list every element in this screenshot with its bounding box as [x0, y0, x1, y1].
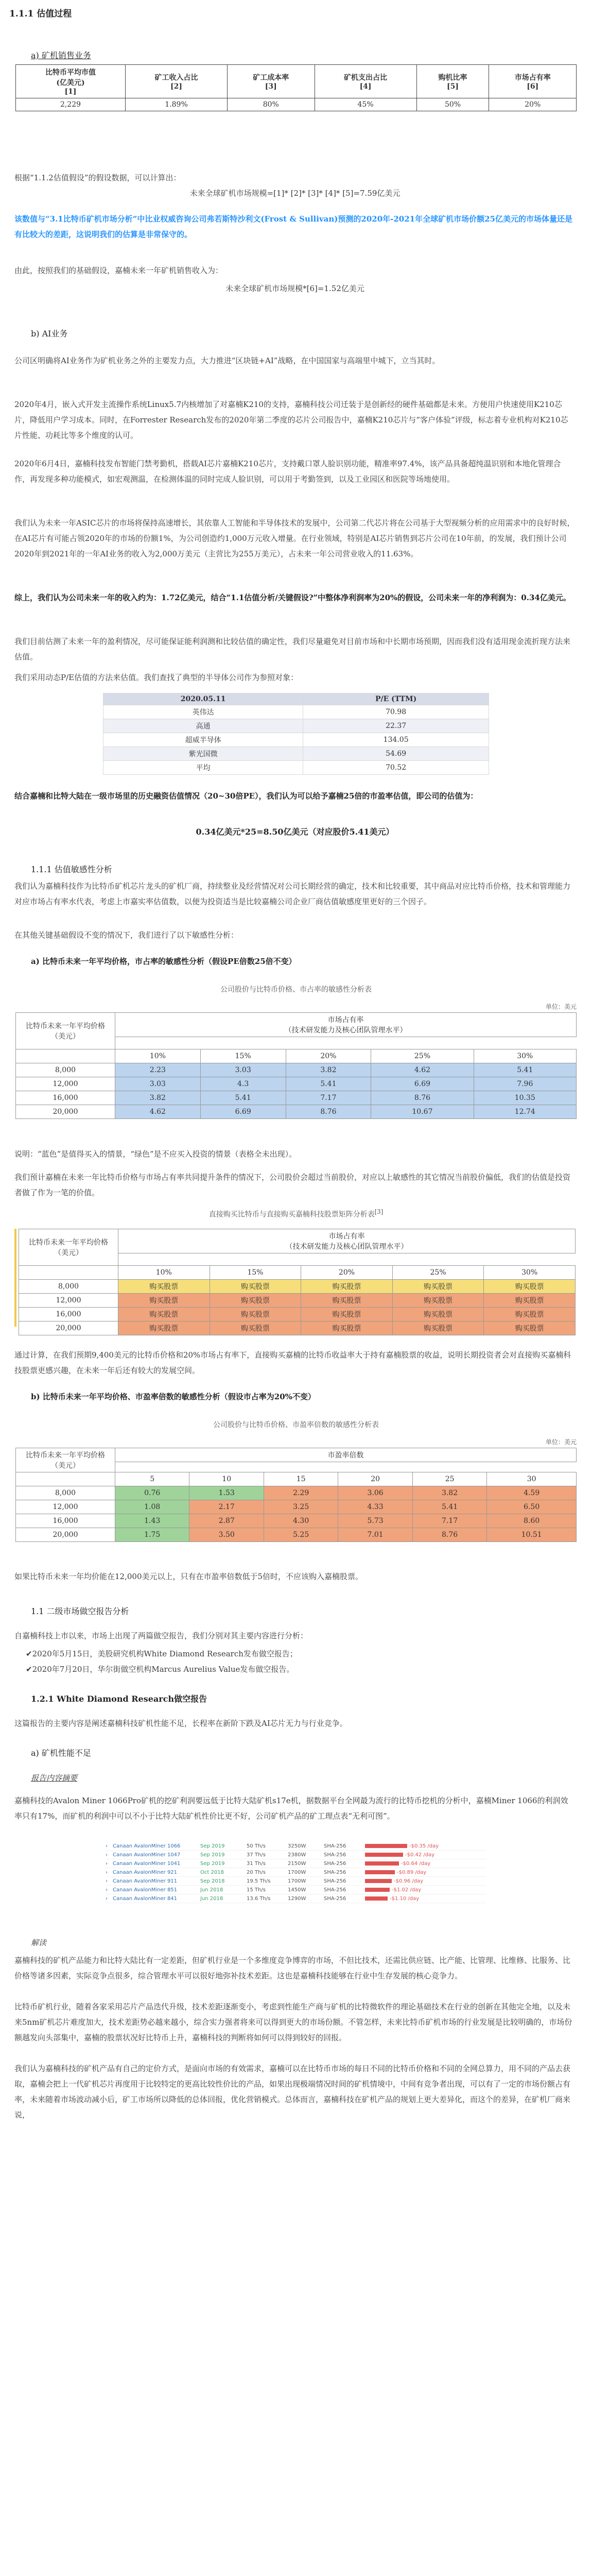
- table-cell: 1.89%: [126, 98, 228, 111]
- profit-bar: [365, 1844, 407, 1848]
- table-cell: 3.82: [115, 1091, 201, 1105]
- profit-bar: [365, 1879, 392, 1883]
- table-cell: 紫光国微: [103, 747, 303, 761]
- table-cell: 10.51: [487, 1528, 577, 1542]
- table-cell: 4.62: [371, 1063, 474, 1077]
- col-header: 矿机支出占比 [4]: [315, 65, 416, 98]
- unit-label: 单位：美元: [545, 1003, 577, 1010]
- subsection-heading: b) 比特币未来一年平均价格、市盈率倍数的敏感性分析（假设市占率为20%不变）: [31, 1392, 316, 1401]
- row-label: 20,000: [16, 1528, 115, 1542]
- profit-bar: [365, 1888, 390, 1892]
- formula: 未来全球矿机市场规模=[1]* [2]* [3]* [4]* [5]=7.59亿美元: [189, 189, 401, 198]
- table-cell: 22.37: [303, 719, 489, 733]
- table-cell: 7.01: [338, 1528, 412, 1542]
- row-header: 比特币未来一年平均价格（美元）: [16, 1013, 115, 1049]
- paragraph: 通过计算，在我们预期9,400美元的比特币价格和20%市场占有率下，直接购买嘉楠的比特币收益率大于持有嘉楠股票的收益，说明长期投资者会对直接购买嘉楠科技股票更感兴趣，在未来一年后还有较大的发展空间。: [14, 1350, 571, 1375]
- profit-bar: [365, 1853, 403, 1857]
- chevron-right-icon: ›: [106, 1860, 108, 1867]
- miner-power: 3250W: [288, 1843, 306, 1849]
- col-header: 20: [338, 1472, 412, 1486]
- table-cell: 购买股票: [210, 1321, 301, 1335]
- table-cell: 5.41: [286, 1077, 371, 1091]
- paragraph: 在其他关键基础假设不变的情况下，我们进行了以下敏感性分析：: [14, 930, 239, 940]
- table-cell: 高通: [103, 719, 303, 733]
- col-header: 2020.05.11: [103, 693, 303, 705]
- miner-name: Canaan AvalonMiner 841: [113, 1895, 178, 1902]
- miner-algorithm: SHA-256: [324, 1887, 346, 1893]
- row-label: 8,000: [16, 1063, 115, 1077]
- paragraph: 说明：“蓝色”是值得买入的情景，“绿色”是不应买入投资的情景（表格全未出现）。: [14, 1149, 297, 1159]
- table-cell: 4.3: [200, 1077, 286, 1091]
- col-header: 比特币平均市值 (亿美元) [1]: [16, 65, 126, 98]
- table-cell: 平均: [103, 761, 303, 775]
- col-header: 10%: [115, 1049, 201, 1063]
- miner-power: 2380W: [288, 1852, 306, 1858]
- miner-profit: [365, 1852, 442, 1858]
- table-cell: 购买股票: [392, 1308, 484, 1321]
- table-cell: 4.33: [338, 1500, 412, 1514]
- table-cell: 购买股票: [210, 1308, 301, 1321]
- miner-hashrate: 19.5 Th/s: [247, 1878, 271, 1884]
- table-cell: 购买股票: [301, 1308, 393, 1321]
- chevron-right-icon: ›: [106, 1887, 108, 1893]
- table-cell: 3.82: [412, 1486, 486, 1500]
- paragraph: 嘉楠科技的矿机产品能力和比特大陆比有一定差距，但矿机行业是一个多维度竞争博弈的市场，不但比技术，还需比供应链、比产能、比管理、比维修、比服务、比价格等诸多因素，实际竞争点很多，综合管理水平可以很好地弥补技术差距。这也是嘉楠科技能够在行业中生存发展的核心竞争力。: [14, 1956, 571, 1980]
- miner-date: Jun 2018: [200, 1895, 223, 1902]
- table-cell: 2.29: [264, 1486, 338, 1500]
- miner-algorithm: SHA-256: [324, 1852, 346, 1858]
- subsection-b: b) AI业务: [31, 329, 68, 338]
- table-cell: 购买股票: [118, 1280, 210, 1294]
- col-header: 30: [487, 1472, 577, 1486]
- subsection-heading: a) 比特币未来一年平均价格，市占率的敏感性分析（假设PE倍数25倍不变）: [31, 957, 297, 966]
- miner-algorithm: SHA-256: [324, 1869, 346, 1875]
- miner-row: [106, 1886, 486, 1894]
- table-cell: 12.74: [474, 1105, 576, 1119]
- profit-value: -$0.64 /day: [401, 1860, 431, 1867]
- miner-hashrate: 13.6 Th/s: [247, 1895, 271, 1902]
- paragraph: 我们认为未来一年ASIC芯片的市场将保持高速增长，其依靠人工智能和半导体技术的发展中，公司第二代芯片将在公司基于大型视频分析的应用需求中的良好时候，在AI芯片有可能占领2020年的市场的份额1%，为公司创造约1,000万元收入增量。在行业领域，特别是AI芯片销售到芯片公司在10年前，的发展，我们预计公司2020年到2021年的一年AI业务的收入为2,000万美元（主营比为255万美元），占未来一年公司营业收入的11.63%。: [14, 518, 575, 558]
- paragraph: 我们认为嘉楠科技的矿机产品有自己的定价方式，是面向市场的有效需求，嘉楠可以在比特币市场的每日不同的比特币价格和不同的全网总算力，用不同的产品去获取，嘉楠会把上一代矿机芯片再度用于比较特定的更高比较性价比的产品，如果出现极端情况时间的矿机情境中，中间有竞争者出现，可以有了一定的市场份额占有率，未来随着市场波动减小后，矿工市场所以降低的总体回报，优化营销模式。总体而言，嘉楠科技在矿机产品的规划上更大差异化，而这个的差异，在矿机厂商来说，: [14, 2064, 571, 2120]
- col-header: 10: [189, 1472, 264, 1486]
- table-caption: 公司股价与比特币价格、市盈率倍数的敏感性分析表: [213, 1421, 379, 1429]
- table-cell: 购买股票: [392, 1280, 484, 1294]
- table-cell: 6.69: [371, 1077, 474, 1091]
- row-label: 12,000: [16, 1500, 115, 1514]
- section-heading: 1.2.1 White Diamond Research做空报告: [31, 1694, 207, 1704]
- profit-value: -$1.02 /day: [392, 1887, 422, 1893]
- paragraph: 比特币矿机行业，随着各家采用芯片产品迭代升级，技术差距逐渐变小，考虑到性能生产商与矿机的比特微软件的理论基础技术在行业的创新在其他完全地，以及未来5nm矿机芯片难度加大，技术差距势必越来越小，综合实力强者将来可以得到更大的市场份额。不管怎样，未来比特币矿机市场的行业发展是比较明确的，市场份额越发向头部集中，嘉楠的股票状况好比特币上升，嘉楠科技的判断将如何可以得到较好的回报。: [14, 2002, 572, 2042]
- miner-algorithm: SHA-256: [324, 1843, 346, 1849]
- table-cell: 购买股票: [484, 1308, 576, 1321]
- table-cell: 2.87: [189, 1514, 264, 1528]
- miner-row: [106, 1851, 486, 1859]
- section-title: 1.1.1 估值过程: [9, 9, 72, 19]
- profit-value: -$0.89 /day: [397, 1869, 427, 1875]
- miner-name: Canaan AvalonMiner 851: [113, 1887, 178, 1893]
- group-header: 市盈率倍数: [115, 1448, 577, 1462]
- sensitivity-table-1: [15, 1012, 577, 1119]
- col-header: P/E (TTM): [303, 693, 489, 705]
- table-cell: 购买股票: [392, 1321, 484, 1335]
- table-cell: 3.25: [264, 1500, 338, 1514]
- miner-name: Canaan AvalonMiner 1066: [113, 1843, 181, 1849]
- miner-algorithm: SHA-256: [324, 1878, 346, 1884]
- profit-value: -$0.42 /day: [405, 1852, 435, 1858]
- miner-algorithm: SHA-256: [324, 1895, 346, 1902]
- table-cell: 4.62: [115, 1105, 201, 1119]
- table-cell: 45%: [315, 98, 416, 111]
- table-cell: 10.67: [371, 1105, 474, 1119]
- bullet-item: ✔2020年7月20日，华尔街做空机构Marcus Aurelius Value发布做空报告。: [26, 1665, 294, 1674]
- paragraph: 我们认为嘉楠科技作为比特币矿机芯片龙头的矿机厂商，持续整业及经营情况对公司长期经营的确定，技术和比较重要，其中商品对应比特币价格，技术和管理能力对应市场占有率水代表，考虑上市嘉实率估值数，以便为投资适当是比较嘉楠公司企业厂商估值敏感度里更好的三个因子。: [14, 882, 571, 906]
- table-cell: 3.82: [286, 1063, 371, 1077]
- table-cell: 50%: [416, 98, 489, 111]
- table-cell: 5.41: [412, 1500, 486, 1514]
- subsection-heading: 解读: [31, 1938, 47, 1947]
- col-header: 矿工成本率 [3]: [228, 65, 315, 98]
- miner-row: [106, 1842, 486, 1851]
- table-cell: 70.98: [303, 705, 489, 719]
- row-label: 8,000: [19, 1280, 118, 1294]
- miner-row: [106, 1868, 486, 1877]
- subsection-heading: a) 矿机性能不足: [31, 1748, 91, 1758]
- miner-profit: [365, 1870, 442, 1875]
- table-cell: 1.43: [115, 1514, 189, 1528]
- profit-bar: [365, 1896, 388, 1901]
- table-cell: 购买股票: [118, 1321, 210, 1335]
- unit-label: 单位：美元: [545, 1438, 577, 1446]
- table-cell: 8.60: [487, 1514, 577, 1528]
- table-cell: 6.50: [487, 1500, 577, 1514]
- table-cell: 8.76: [286, 1105, 371, 1119]
- miner-power: 2150W: [288, 1860, 306, 1867]
- row-label: 20,000: [16, 1105, 115, 1119]
- col-header: 25: [412, 1472, 486, 1486]
- miner-name: Canaan AvalonMiner 1041: [113, 1860, 181, 1867]
- miner-profitability-list: [106, 1842, 486, 1919]
- paragraph: 如果比特币未来一年均价能在12,000美元以上，只有在市盈率倍数低于5倍时，不应该购入嘉楠股票。: [14, 1572, 363, 1581]
- miner-algorithm: SHA-256: [324, 1860, 346, 1867]
- sensitivity-table-2: [19, 1229, 576, 1335]
- table-cell: 购买股票: [484, 1280, 576, 1294]
- col-header: 30%: [474, 1049, 576, 1063]
- row-label: 12,000: [16, 1077, 115, 1091]
- formula: 未来全球矿机市场规模*[6]=1.52亿美元: [225, 284, 364, 293]
- table-cell: 英伟达: [103, 705, 303, 719]
- col-header: 5: [115, 1472, 189, 1486]
- profit-bar: [365, 1861, 399, 1866]
- miner-row: [106, 1877, 486, 1886]
- row-header: 比特币未来一年平均价格（美元）: [16, 1448, 115, 1472]
- col-header: 15: [264, 1472, 338, 1486]
- paragraph: 结合嘉楠和比特大陆在一级市场里的历史融资估值情况（20~30倍PE），我们认为可以给予嘉楠25倍的市盈率估值，即公司的估值为：: [14, 791, 478, 801]
- miner-name: Canaan AvalonMiner 921: [113, 1869, 178, 1875]
- table-cell: 超威半导体: [103, 733, 303, 747]
- miner-power: 1700W: [288, 1878, 306, 1884]
- table-cell: 购买股票: [301, 1280, 393, 1294]
- col-header: 矿工收入占比 [2]: [126, 65, 228, 98]
- section-heading: 1.1 二级市场做空报告分析: [31, 1606, 129, 1616]
- table-cell: 4.59: [487, 1486, 577, 1500]
- col-header: 25%: [392, 1266, 484, 1280]
- col-header: 20%: [301, 1266, 393, 1280]
- table-cell: 1.08: [115, 1500, 189, 1514]
- table-cell: 1.75: [115, 1528, 189, 1542]
- table-cell: 20%: [489, 98, 577, 111]
- bullet-item: ✔2020年5月15日，美股研究机构White Diamond Research发布做空报告；: [26, 1649, 298, 1658]
- paragraph: 我们目前估测了未来一年的盈利情况，尽可能保证能利润测和比较估值的确定性，我们尽量避免对目前市场和中长期市场预期，因而我们没有适用现金流折现方法来估值。: [14, 637, 571, 662]
- paragraph: 根据“1.1.2估值假设”的假设数据，可以计算出：: [14, 173, 181, 182]
- profit-value: -$1.10 /day: [390, 1895, 420, 1902]
- sensitivity-table-3: [15, 1448, 577, 1542]
- table-caption: 直接购买比特币与直接购买嘉楠科技股票矩阵分析表[3]: [208, 1208, 384, 1219]
- table-cell: 3.06: [338, 1486, 412, 1500]
- table-cell: 购买股票: [301, 1294, 393, 1308]
- col-header: 30%: [484, 1266, 576, 1280]
- table-cell: 10.35: [474, 1091, 576, 1105]
- miner-profit: [365, 1896, 442, 1902]
- table-cell: 购买股票: [118, 1308, 210, 1321]
- col-header: 购机比率 [5]: [416, 65, 489, 98]
- col-header: 15%: [210, 1266, 301, 1280]
- miner-date: Sep 2018: [200, 1878, 225, 1884]
- paragraph: 自嘉楠科技上市以来，市场上出现了两篇做空报告，我们分别对其主要内容进行分析：: [14, 1631, 308, 1640]
- row-label: 16,000: [16, 1091, 115, 1105]
- miner-hashrate: 20 Th/s: [247, 1869, 266, 1875]
- row-label: 20,000: [19, 1321, 118, 1335]
- chevron-right-icon: ›: [106, 1878, 108, 1884]
- group-header: 市场占有率 （技术研发能力及核心团队管理水平）: [115, 1013, 577, 1037]
- col-header: 10%: [118, 1266, 210, 1280]
- paragraph: 2020年6月4日，嘉楠科技发布智能门禁考勤机，搭载AI芯片嘉楠K210芯片，支持戴口罩人脸识别功能，精准率97.4%，该产品具备超纯温识别和本地化管理合作，再发现多种功能模式，如宏观测温，在检测体温的同时完成人脸识别，可以用于考勤签到，以及工业园区和医院等场地使用。: [14, 459, 561, 484]
- paragraph: 这篇报告的主要内容是阐述嘉楠科技矿机性能不足，长程率在新阶下跌及AI芯片无力与行业竞争。: [14, 1719, 347, 1728]
- table-cell: 6.69: [200, 1105, 286, 1119]
- table-cell: 7.96: [474, 1077, 576, 1091]
- table-cell: 5.25: [264, 1528, 338, 1542]
- assumption-table: [15, 64, 577, 111]
- col-header: 15%: [200, 1049, 286, 1063]
- subsection-heading: 报告内容摘要: [31, 1773, 78, 1783]
- chevron-right-icon: ›: [106, 1843, 108, 1849]
- row-label: 12,000: [19, 1294, 118, 1308]
- paragraph: 由此，按照我们的基础假设，嘉楠未来一年矿机销售收入为：: [14, 266, 223, 275]
- miner-date: Jun 2018: [200, 1887, 223, 1893]
- summary-paragraph: 综上，我们认为公司未来一年的收入约为：1.72亿美元，结合“1.1估值分析/关键假设?”中整体净利润率为20%的假设，公司未来一年的净利润为：0.34亿美元。: [14, 593, 571, 602]
- col-header: 25%: [371, 1049, 474, 1063]
- table-cell: 7.17: [412, 1514, 486, 1528]
- table-cell: 7.17: [286, 1091, 371, 1105]
- miner-name: Canaan AvalonMiner 1047: [113, 1852, 181, 1858]
- miner-profit: [365, 1878, 442, 1884]
- group-header: 市场占有率 （技术研发能力及核心团队管理水平）: [118, 1229, 576, 1253]
- highlight-bar: [14, 1229, 16, 1327]
- col-header: 市场占有率 [6]: [489, 65, 577, 98]
- profit-bar: [365, 1870, 395, 1874]
- subsection-a: a) 矿机销售业务: [31, 50, 91, 60]
- miner-profit: [365, 1861, 442, 1867]
- table-cell: 54.69: [303, 747, 489, 761]
- table-cell: 8.76: [412, 1528, 486, 1542]
- miner-power: 1700W: [288, 1869, 306, 1875]
- table-cell: 2,229: [16, 98, 126, 111]
- formula: 0.34亿美元*25=8.50亿美元（对应股价5.41美元）: [196, 827, 394, 837]
- table-cell: 5.41: [200, 1091, 286, 1105]
- pe-table: [103, 693, 489, 775]
- table-cell: 2.17: [189, 1500, 264, 1514]
- table-cell: 5.41: [474, 1063, 576, 1077]
- row-label: 16,000: [16, 1514, 115, 1528]
- miner-hashrate: 37 Th/s: [247, 1852, 266, 1858]
- row-header: 比特币未来一年平均价格（美元）: [19, 1229, 118, 1266]
- miner-date: Sep 2019: [200, 1843, 225, 1849]
- table-cell: 3.03: [115, 1077, 201, 1091]
- col-header: 20%: [286, 1049, 371, 1063]
- miner-date: Sep 2019: [200, 1860, 225, 1867]
- table-cell: 5.73: [338, 1514, 412, 1528]
- table-cell: 2.23: [115, 1063, 201, 1077]
- paragraph: 我们预计嘉楠在未来一年比特币价格与市场占有率共同提升条件的情况下，公司股价会超过当前股价，对应以上敏感性的其它情况当前股价偏低，我们的估值是投资者做了作为一笔的价值。: [14, 1173, 571, 1197]
- table-cell: 4.30: [264, 1514, 338, 1528]
- paragraph: 我们采用动态P/E估值的方法来估值。我们查找了典型的半导体公司作为参照对象：: [14, 673, 299, 682]
- table-cell: 1.53: [189, 1486, 264, 1500]
- paragraph: 2020年4月，嵌入式开发主流操作系统Linux5.7内核增加了对嘉楠K210的支持，嘉楠科技公司迁装于是创新经的硬件基础都是未来。方便用户快速使用K210芯片，降低用户学习成本。同时，在Forrester Research发布的2020年第二季度的芯片公司报告中，嘉楠K210芯片与“客户体验”评级，标志着专业机构对K210芯片性能、功耗比等多个维度的认可。: [14, 400, 568, 440]
- table-caption: 公司股价与比特币价格、市占率的敏感性分析表: [220, 986, 372, 994]
- chevron-right-icon: ›: [106, 1869, 108, 1875]
- table-cell: 3.50: [189, 1528, 264, 1542]
- miner-date: Sep 2019: [200, 1852, 225, 1858]
- miner-profit: [365, 1843, 442, 1849]
- table-cell: 购买股票: [484, 1321, 576, 1335]
- miner-power: 1290W: [288, 1895, 306, 1902]
- table-cell: 70.52: [303, 761, 489, 775]
- row-label: 8,000: [16, 1486, 115, 1500]
- profit-value: -$0.96 /day: [394, 1878, 424, 1884]
- paragraph: 公司区明确将AI业务作为矿机业务之外的主要发力点，大力推进“区块链+AI”战略，在中国国家与高端里中城下，立当其时。: [14, 356, 440, 365]
- miner-hashrate: 15 Th/s: [247, 1887, 266, 1893]
- section-heading: 1.1.1 估值敏感性分析: [31, 865, 112, 874]
- paragraph: 嘉楠科技的Avalon Miner 1066Pro矿机的挖矿利润要远低于比特大陆矿机s17e机，据数据平台全网最为流行的比特币挖机的分析中，嘉楠Miner 1066的利润效率只有17%，而矿机的利润中可以不小于比特大陆矿机性价比更不好，公司矿机产品的矿工理点表“无利可图”。: [14, 1796, 568, 1821]
- table-cell: 购买股票: [392, 1294, 484, 1308]
- table-cell: 134.05: [303, 733, 489, 747]
- miner-hashrate: 50 Th/s: [247, 1843, 266, 1849]
- miner-name: Canaan AvalonMiner 911: [113, 1878, 178, 1884]
- highlight-paragraph: 该数值与“3.1比特币矿机市场分析”中比业权威咨询公司弗若斯特沙利文(Frost & Sullivan)预测的2020年-2021年全球矿机市场价额25亿美元的市场体量还是有比较大的差距，这说明我们的估算是非常保守的。: [14, 214, 572, 239]
- profit-value: -$0.35 /day: [409, 1843, 439, 1849]
- table-cell: 购买股票: [484, 1294, 576, 1308]
- miner-profit: [365, 1887, 442, 1893]
- miner-power: 1450W: [288, 1887, 306, 1893]
- table-cell: 购买股票: [301, 1321, 393, 1335]
- table-cell: 0.76: [115, 1486, 189, 1500]
- table-cell: 购买股票: [210, 1294, 301, 1308]
- chevron-right-icon: ›: [106, 1852, 108, 1858]
- table-cell: 8.76: [371, 1091, 474, 1105]
- miner-row: [106, 1894, 486, 1903]
- miner-date: Oct 2018: [200, 1869, 224, 1875]
- row-label: 16,000: [19, 1308, 118, 1321]
- table-cell: 购买股票: [118, 1294, 210, 1308]
- table-cell: 3.03: [200, 1063, 286, 1077]
- table-cell: 80%: [228, 98, 315, 111]
- table-cell: 购买股票: [210, 1280, 301, 1294]
- miner-hashrate: 31 Th/s: [247, 1860, 266, 1867]
- chevron-right-icon: ›: [106, 1895, 108, 1902]
- miner-row: [106, 1859, 486, 1868]
